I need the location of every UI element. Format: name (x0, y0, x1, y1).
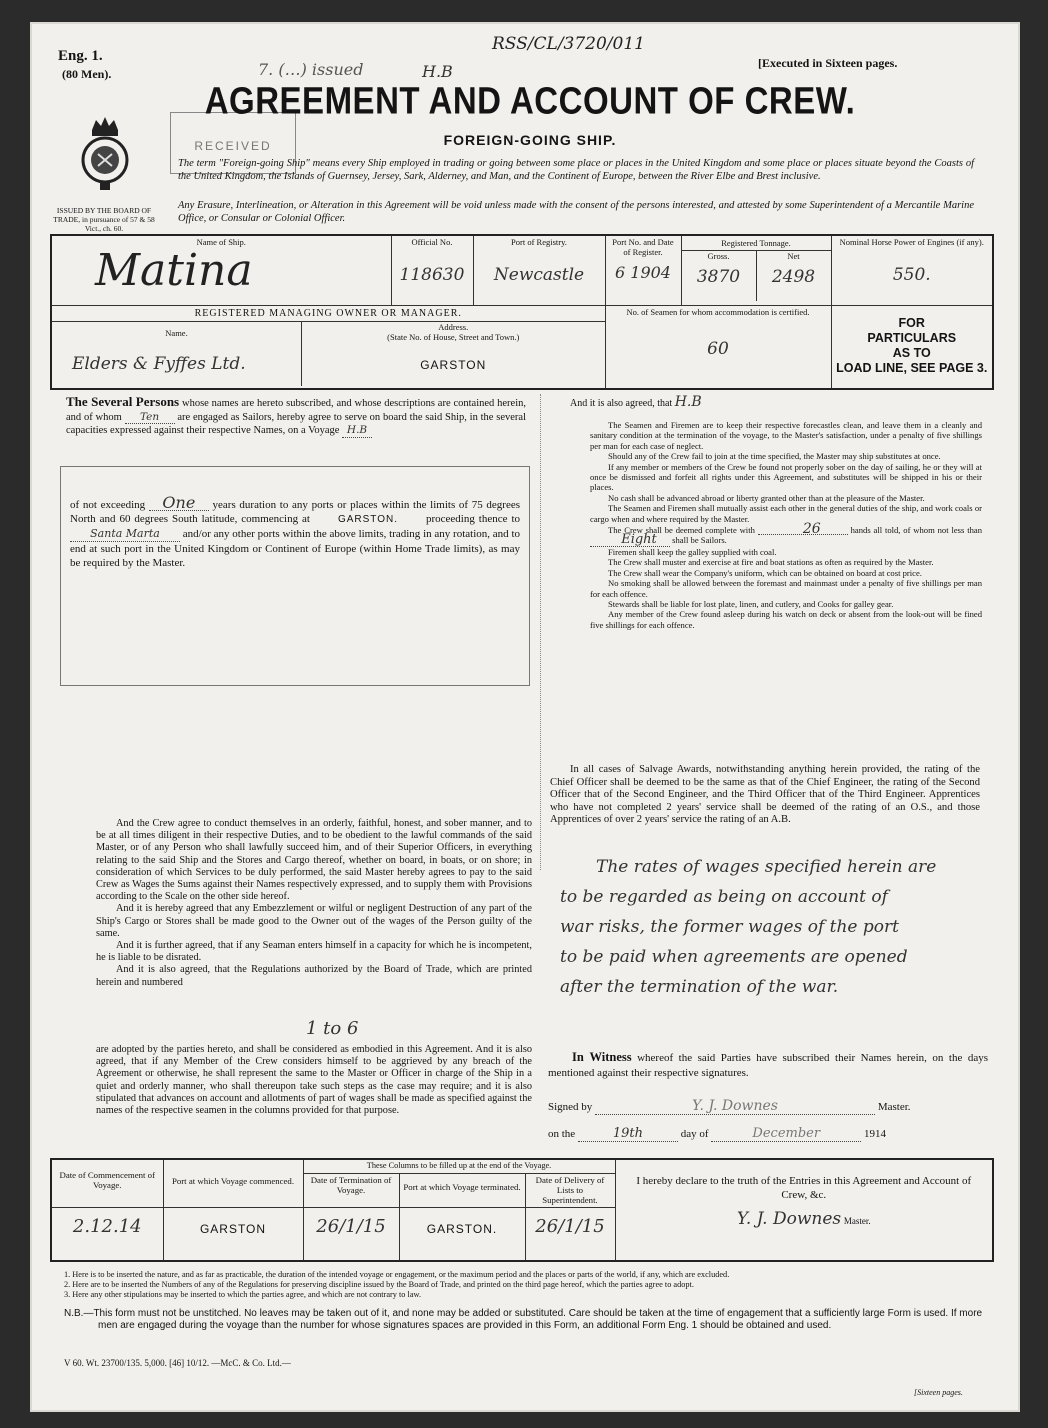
form-number: Eng. 1. (58, 48, 103, 64)
official-no-value: 118630 (399, 265, 465, 285)
company-stipulations (590, 420, 982, 630)
several-persons-lead: The Several Persons (66, 394, 180, 409)
page-title: AGREEMENT AND ACCOUNT OF CREW. (204, 79, 856, 122)
address-value: GARSTON (420, 357, 487, 372)
delivery-date-value: 26/1/15 (525, 1207, 615, 1261)
seamen-cell (605, 305, 831, 389)
port-no-value: 6 1904 (615, 263, 671, 282)
regulations-text: And it is also agreed, that the Regulations authorized by the Board of Trade, which are printed herein and numbered (96, 964, 532, 988)
signed-by-line (548, 1098, 988, 1115)
owner-name-value: Elders & Fyffes Ltd. (72, 353, 246, 374)
end-of-voyage-header: These Columns to be filled up at the end of the Voyage. (303, 1159, 615, 1173)
para1-text: whose names are hereto subscribed, and whose descriptions are contained herein, and of whom (66, 398, 527, 423)
stipulation-6 (590, 521, 982, 548)
sixteen-pages-note: [Sixteen pages. (914, 1388, 963, 1397)
executed-note: [Executed in Sixteen pages. (758, 56, 898, 70)
erasure-notice: Any Erasure, Interlineation, or Alteration in this Agreement will be void unless made with the consent of the persons interested, and attested by some Superintendent of a Mercantile Marine Office, or Consular or Colonial Officer. (178, 200, 974, 224)
seamen-value: 60 (707, 338, 729, 359)
crew-agreement-page (30, 22, 1020, 1412)
duration-value: One (149, 496, 209, 511)
declaration-master-label: Master. (843, 1216, 871, 1226)
exceed-text-b: years duration to any ports or places within the limits of 75 degrees North and 60 degrees South latitude, commencing at (70, 499, 521, 525)
page-subtitle: FOREIGN-GOING SHIP. (443, 132, 617, 148)
owner-name (52, 322, 302, 386)
archive-reference: RSS/CL/3720/011 (492, 34, 645, 54)
war-risk-note (560, 852, 990, 1002)
stipulation-5: The Seamen and Firemen shall mutually assist each other in the general duties of the ship, and work coals or cargo when and where required by the Master. (590, 503, 982, 524)
received-label: RECEIVED (194, 139, 272, 153)
address-label: Address. (438, 321, 469, 332)
owner-name-label: Name. (165, 327, 188, 338)
net-value: 2498 (771, 267, 816, 287)
tonnage-cell (681, 235, 831, 305)
also-agreed (570, 396, 990, 410)
seamen-label: No. of Seamen for whom accommodation is certified. (626, 306, 810, 317)
commencement-date-header: Date of Commencement of Voyage. (51, 1159, 163, 1207)
signing-month: December (711, 1126, 861, 1142)
exceed-text-a: of not exceeding (70, 499, 146, 511)
issued-by: ISSUED BY THE BOARD OF TRADE, in pursuance of 57 & 58 Vict., ch. 60. (53, 206, 155, 233)
shall-be-sailors-text: shall be Sailors. (672, 535, 727, 546)
ship-details-table (50, 234, 994, 390)
commencing-port: GARSTON. (337, 514, 399, 525)
gross-value: 3870 (696, 267, 741, 287)
witness-paragraph (548, 1050, 988, 1081)
para1b-text: are engaged as Sailors, hereby agree to serve on board the said Ship, in the several capacities expressed against their respective Names, on a Voyage (66, 411, 526, 437)
port-no-cell (605, 235, 681, 305)
signing-year: 1914 (864, 1128, 886, 1140)
commencement-date-value: 2.12.14 (51, 1207, 163, 1261)
ship-name-value: Matina (95, 245, 253, 296)
voyage-initials: H.B (342, 424, 372, 438)
footnote-3: 3. Here any other stipulations may be inserted to which the parties agree, and which are not contrary to law. (64, 1290, 422, 1299)
official-no-label: Official No. (411, 237, 453, 247)
stipulation-2: Should any of the Crew fail to join at the time specified, the Master may ship substitutes at once. (608, 451, 941, 462)
owner-heading: REGISTERED MANAGING OWNER OR MANAGER. (52, 306, 605, 322)
stipulation-7: Firemen shall keep the galley supplied with coal. (608, 546, 777, 557)
witness-text: whereof the said Parties have subscribed their Names herein, on the days mentioned against their respective signatures. (548, 1052, 989, 1079)
stipulation-10: No smoking shall be allowed between the foremast and mainmast under a penalty of five shillings per man for each offence. (590, 578, 982, 599)
footnotes (64, 1270, 994, 1300)
hp-label: Nominal Horse Power of Engines (if any). (839, 237, 984, 247)
not-less-than-text: hands all told, of whom not less than (850, 525, 982, 536)
address-sub: (State No. of House, Street and Town.) (387, 331, 520, 342)
load-line-2: PARTICULARS (867, 330, 957, 345)
footnote-1: 1. Here is to be inserted the nature, and as far as practicable, the duration of the intended voyage or engagement, or the maximum period and the places or parts of the world, if any, which are excluded. (64, 1270, 730, 1279)
also-agreed-initials: H.B (674, 394, 702, 410)
handwritten-note-top: 7. (…) issued (258, 60, 364, 79)
day-of-label: day of (680, 1128, 709, 1140)
commencement-port-header: Port at which Voyage commenced. (163, 1159, 303, 1207)
also-agreed-text: And it is also agreed, that (570, 398, 673, 409)
war-note-line-1: The rates of wages specified herein are (596, 857, 937, 877)
master-signature: Y. J. Downes (595, 1098, 875, 1115)
owner-cell (51, 305, 605, 389)
ship-name-cell (51, 235, 391, 305)
port-label: Port of Registry. (511, 237, 567, 247)
destination-value: Santa Marta (70, 527, 180, 542)
declaration-cell (615, 1159, 993, 1261)
signing-day: 19th (578, 1126, 678, 1142)
termination-port-value: GARSTON. (399, 1207, 525, 1261)
signed-by-label: Signed by (548, 1101, 593, 1113)
tonnage-label: Registered Tonnage. (682, 236, 831, 251)
signing-date-line (548, 1126, 988, 1142)
load-line-note (831, 305, 993, 389)
stipulation-8: The Crew shall muster and exercise at fire and boat stations as often as required by the Master. (608, 557, 934, 568)
stipulation-3: If any member or members of the Crew be found not properly sober on the day of sailing, he or they will at once be dismissed and forfeit all rights under this Agreement, and substitutes will be shipped in his or their places. (590, 461, 982, 493)
net-tonnage (757, 251, 831, 301)
several-persons-paragraph (66, 396, 526, 438)
stipulation-4: No cash shall be advanced abroad or liberty granted other than at the pleasure of the Master. (608, 492, 925, 503)
termination-date-value: 26/1/15 (303, 1207, 399, 1261)
royal-crest-icon (70, 112, 140, 212)
on-the-label: on the (548, 1128, 576, 1140)
sailors-count: Ten (125, 411, 175, 425)
load-line-1: FOR (898, 315, 925, 330)
stipulation-1: The Seamen and Firemen are to keep their respective forecastles clean, and leave them in a cleanly and sanitary condition at the termination of the voyage, to the Master's satisfaction, under a penalty of five shillings per man for each case of neglect. (590, 420, 982, 451)
official-no-cell (391, 235, 473, 305)
voyage-duration (70, 493, 521, 570)
stipulation-9: The Crew shall wear the Company's uniform, which can be obtained on board at cost price. (608, 567, 922, 578)
gross-tonnage (682, 251, 757, 301)
stipulation-11: Stewards shall be liable for lost plate, linen, and cutlery, and Cooks for galley gear. (608, 598, 894, 609)
war-note-line-5: after the termination of the war. (560, 977, 839, 997)
foreign-going-definition: The term "Foreign-going Ship" means every Ship employed in trading or going between some place or places in the United Kingdom and some place or places situate beyond the Coasts of the United Kingdom, the Islands of Guernsey, Jersey, Sark, Alderney, and Man, and the Continent of Europe, between the River Elbe and Brest inclusive. (178, 158, 974, 182)
load-line-3: AS TO (892, 345, 931, 360)
sailors-minimum: Eight (590, 535, 670, 546)
crew-complete-text: The Crew shall be deemed complete with (608, 525, 755, 536)
hands-value: 26 (758, 524, 848, 535)
horse-power-cell (831, 235, 993, 305)
nb-notice: N.B.—This form must not be unstitched. No leaves may be taken out of it, and none may be added or substituted. Care should be taken at the time of engagement that a sufficiently large Form is used. If more men are engaged during the voyage than the number for whose signatures spaces are provided in this Form, an additional Form Eng. 1 should be obtained and used. (64, 1308, 983, 1331)
load-line-4: LOAD LINE, SEE PAGE 3. (836, 360, 988, 375)
crew-conduct (96, 818, 532, 989)
witness-lead: In Witness (572, 1050, 632, 1064)
crew-agree-text: And the Crew agree to conduct themselves in an orderly, faithful, honest, and sober manner, and to be at all times diligent in their respective Duties, and to be obedient to the lawful commands of the said Master, or of any Person who shall lawfully succeed him, and of their Superior Officers, in everything relating to the said Ship and the Stores and Cargo thereof, whether on board, in boats, or on shore; in consideration of which Services to be duly performed, the said Master hereby agrees to pay to the said Crew as Wages the Sums against their Names respectively expressed, and to supply them with Provisions according to the Scale on the other side hereof. (96, 818, 532, 903)
salvage-awards: In all cases of Salvage Awards, notwithstanding anything herein provided, the rating of the Chief Officer shall be deemed to be the same as that of the Chief Engineer, the rating of the Second Officer that of the Second Engineer, and the Third Officer that of the Third Engineer. Apprentices who have not completed 2 years' service shall be deemed of the rating of an O.S., and those Apprentices of over 2 years' service the rating of an A.B. (550, 764, 980, 826)
port-value: Newcastle (493, 265, 585, 285)
commencement-port-value: GARSTON (163, 1207, 303, 1261)
port-of-registry-cell (473, 235, 605, 305)
printer-line: V 60. Wt. 23700/135. 5,000. [46] 10/12. —McC. & Co. Ltd.— (64, 1358, 291, 1368)
war-note-line-3: war risks, the former wages of the port (560, 917, 899, 937)
master-label: Master. (877, 1101, 911, 1113)
regulations-numbers: 1 to 6 (306, 1018, 359, 1039)
men-count: (80 Men). (62, 67, 112, 81)
war-note-line-2: to be regarded as being on account of (560, 887, 888, 907)
ship-name-label: Name of Ship. (196, 237, 246, 247)
owner-address (302, 322, 605, 386)
stipulation-12: Any member of the Crew found asleep during his watch on deck or absent from the look-out will be fined five shillings for each offence. (590, 609, 982, 630)
declaration-signature: Y. J. Downes (736, 1209, 842, 1229)
voyage-limits-text: and/or any other ports within the above limits, trading in any rotation, and to end at such port in the United Kingdom or Continent of Europe (within Home Trade limits), as may be required by the Master. (70, 528, 521, 569)
declaration-text: I hereby declare to the truth of the Entries in this Agreement and Account of Crew, &c. (636, 1175, 972, 1201)
gross-label: Gross. (707, 251, 730, 261)
hp-value: 550. (892, 265, 931, 285)
delivery-date-header: Date of Delivery of Lists to Superintendent. (525, 1173, 615, 1207)
initials-top: H.B (422, 62, 453, 81)
footnote-2: 2. Here are to be inserted the Numbers of any of the Regulations for preserving discipline issued by the Board of Trade, and printed on the third page hereof, which the parties agree to adopt. (64, 1280, 694, 1289)
proceeding-text: proceeding thence to (425, 513, 521, 525)
embezzle-text: And it is hereby agreed that any Embezzlement or wilful or negligent Destruction of any part of the Ship's Cargo or Stores shall be made good to the Owner out of the wages of the Person guilty of the same. (96, 903, 532, 939)
termination-date-header: Date of Termination of Voyage. (303, 1173, 399, 1207)
termination-port-header: Port at which Voyage terminated. (399, 1173, 525, 1207)
adopted-text: are adopted by the parties hereto, and shall be considered as embodied in this Agreement. And it is also agreed, that if any Member of the Crew considers himself to be aggrieved by any breach of the Agreement or otherwise, he shall represent the same to the Master or Officer in charge of the Ship in a quiet and orderly manner, who shall thereupon take such steps as the case may require; and it is also stipulated that advances on account and allotments of part of wages shall be made as specified against the names of the respective seamen in the columns provided for that purpose. (96, 1044, 532, 1117)
port-no-label: Port No. and Date of Register. (612, 237, 674, 257)
incompetent-text: And it is further agreed, that if any Seaman enters himself in a capacity for which he is incompetent, he is liable to be disrated. (96, 940, 532, 964)
war-note-line-4: to be paid when agreements are opened (560, 947, 908, 967)
voyage-completion-table (50, 1158, 994, 1262)
net-label: Net (787, 251, 800, 261)
